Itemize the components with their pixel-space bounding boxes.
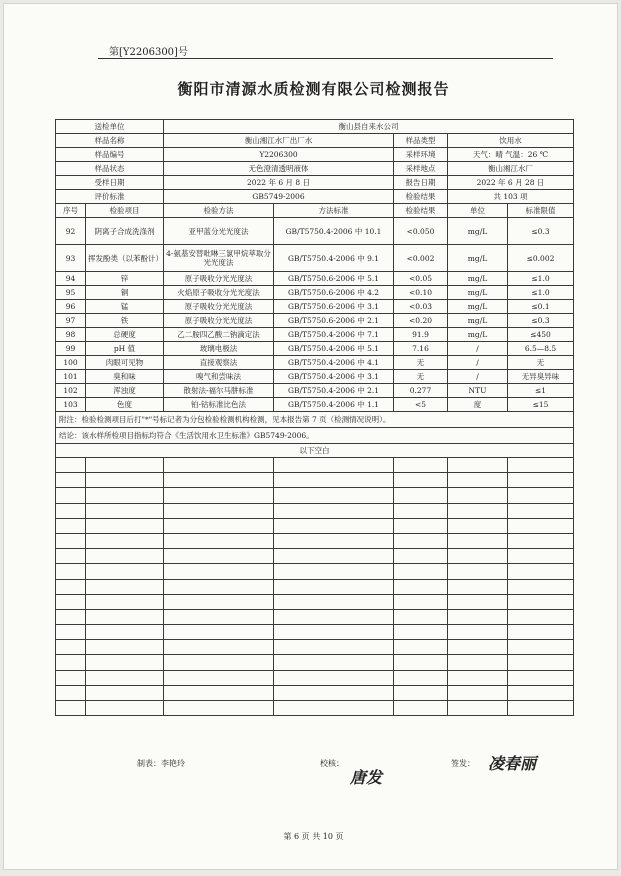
report-number: 第[Y2206300]号: [109, 47, 188, 58]
empty-row: [56, 701, 574, 716]
table-row: [56, 272, 574, 286]
row-item: 阴离子合成洗涤剂: [86, 218, 164, 245]
empty-cell: [56, 640, 86, 655]
row-result: 7.16: [394, 342, 448, 356]
row-method: 原子吸收分光光度法: [164, 314, 274, 328]
table-row: [56, 398, 574, 412]
empty-cell: [448, 579, 508, 594]
empty-cell: [274, 473, 394, 488]
approver-signature: 凌春丽: [488, 754, 537, 773]
empty-cell: [508, 609, 574, 624]
row-result: <0.002: [394, 245, 448, 272]
empty-row: [56, 670, 574, 685]
row-method: 亚甲蓝分光光度法: [164, 218, 274, 245]
empty-cell: [164, 579, 274, 594]
empty-cell: [448, 518, 508, 533]
row-no: 102: [56, 384, 86, 398]
sample-type-value: 饮用水: [448, 134, 574, 148]
table-row: [56, 370, 574, 384]
empty-cell: [86, 625, 164, 640]
empty-cell: [394, 503, 448, 518]
row-result: 91.9: [394, 328, 448, 342]
row-item: 挥发酚类（以苯酚计）: [86, 245, 164, 272]
note-row: [56, 412, 574, 428]
empty-cell: [86, 609, 164, 624]
sample-no-value: Y2206300: [164, 148, 394, 162]
received-value: 2022 年 6 月 8 日: [164, 176, 394, 190]
row-item: 锰: [86, 300, 164, 314]
column-header-row: [56, 204, 574, 218]
row-standard: GB/T5750.6-2006 中 2.1: [274, 314, 394, 328]
empty-cell: [448, 549, 508, 564]
empty-row: [56, 685, 574, 700]
standard-value: GB5749-2006: [164, 190, 394, 204]
empty-cell: [274, 488, 394, 503]
col-header: 标准限值: [508, 204, 574, 218]
row-method: 直接观察法: [164, 356, 274, 370]
row-no: 101: [56, 370, 86, 384]
row-limit: ≤0.3: [508, 218, 574, 245]
empty-row: [56, 655, 574, 670]
report-date-label: 报告日期: [394, 176, 448, 190]
empty-cell: [448, 533, 508, 548]
row-result: 无: [394, 356, 448, 370]
row-no: 97: [56, 314, 86, 328]
empty-cell: [164, 655, 274, 670]
empty-cell: [274, 533, 394, 548]
empty-cell: [394, 609, 448, 624]
empty-cell: [394, 549, 448, 564]
table-row: [56, 286, 574, 300]
empty-cell: [448, 488, 508, 503]
empty-cell: [86, 549, 164, 564]
empty-cell: [394, 488, 448, 503]
empty-cell: [164, 549, 274, 564]
empty-cell: [394, 640, 448, 655]
row-limit: ≤15: [508, 398, 574, 412]
empty-row: [56, 458, 574, 473]
row-unit: 度: [448, 398, 508, 412]
empty-cell: [86, 594, 164, 609]
empty-cell: [164, 701, 274, 716]
row-method: 火焰原子吸收分光光度法: [164, 286, 274, 300]
empty-cell: [394, 594, 448, 609]
empty-cell: [56, 594, 86, 609]
empty-cell: [448, 564, 508, 579]
row-method: 散射法-福尔马肼标准: [164, 384, 274, 398]
row-result: <5: [394, 398, 448, 412]
row-unit: /: [448, 356, 508, 370]
empty-cell: [448, 685, 508, 700]
row-limit: 无: [508, 356, 574, 370]
empty-cell: [86, 533, 164, 548]
conclusion-text: 结论：该水样所检项目指标均符合《生活饮用水卫生标准》GB5749-2006。: [56, 428, 574, 444]
empty-cell: [394, 655, 448, 670]
row-method: 原子吸收分光光度法: [164, 300, 274, 314]
row-item: 肉眼可见物: [86, 356, 164, 370]
row-result: <0.03: [394, 300, 448, 314]
empty-cell: [86, 473, 164, 488]
empty-row: [56, 488, 574, 503]
approved-label: 签发：: [451, 759, 475, 768]
checker-signature: 唐发: [350, 768, 383, 787]
empty-cell: [274, 503, 394, 518]
empty-cell: [164, 685, 274, 700]
row-method: 乙二胺四乙酸二钠滴定法: [164, 328, 274, 342]
blank-marker: 以下空白: [56, 444, 574, 458]
empty-cell: [394, 685, 448, 700]
empty-cell: [164, 518, 274, 533]
row-standard: GB/T5750.4-2006 中 7.1: [274, 328, 394, 342]
empty-cell: [274, 549, 394, 564]
empty-cell: [86, 579, 164, 594]
conclusion-row: [56, 428, 574, 444]
empty-cell: [394, 458, 448, 473]
row-limit: ≤1: [508, 384, 574, 398]
empty-cell: [508, 594, 574, 609]
row-result: 0.277: [394, 384, 448, 398]
table-row: [56, 384, 574, 398]
row-standard: GB/T5750.4-2006 中 10.1: [274, 218, 394, 245]
empty-cell: [394, 579, 448, 594]
row-unit: mg/L: [448, 218, 508, 245]
empty-cell: [164, 640, 274, 655]
empty-cell: [274, 640, 394, 655]
state-value: 无色澄清透明液体: [164, 162, 394, 176]
empty-cell: [448, 655, 508, 670]
row-item: 锌: [86, 272, 164, 286]
row-no: 95: [56, 286, 86, 300]
table-row: [56, 342, 574, 356]
empty-row: [56, 594, 574, 609]
empty-cell: [394, 625, 448, 640]
row-standard: GB/T5750.4-2006 中 3.1: [274, 370, 394, 384]
empty-cell: [86, 458, 164, 473]
empty-cell: [394, 533, 448, 548]
empty-cell: [56, 625, 86, 640]
report-date-value: 2022 年 6 月 28 日: [448, 176, 574, 190]
row-standard: GB/T5750.6-2006 中 4.2: [274, 286, 394, 300]
col-header: 检验结果: [394, 204, 448, 218]
empty-cell: [56, 518, 86, 533]
empty-cell: [274, 655, 394, 670]
empty-cell: [164, 564, 274, 579]
report-title: 衡阳市清源水质检测有限公司检测报告: [177, 80, 450, 98]
sample-no-label: 样品编号: [56, 148, 164, 162]
row-result: <0.20: [394, 314, 448, 328]
empty-cell: [56, 579, 86, 594]
empty-cell: [508, 579, 574, 594]
row-no: 100: [56, 356, 86, 370]
row-limit: ≤450: [508, 328, 574, 342]
empty-cell: [86, 701, 164, 716]
table-row: [56, 218, 574, 245]
empty-cell: [448, 640, 508, 655]
empty-cell: [86, 518, 164, 533]
empty-cell: [448, 625, 508, 640]
empty-cell: [164, 594, 274, 609]
row-no: 92: [56, 218, 86, 245]
empty-cell: [86, 564, 164, 579]
standard-label: 评价标准: [56, 190, 164, 204]
empty-cell: [274, 564, 394, 579]
empty-cell: [164, 625, 274, 640]
result-value: 共 103 项: [448, 190, 574, 204]
row-no: 93: [56, 245, 86, 272]
note-text: 附注：检验检测项目后打"*"号标记者为分包检验检测机构检测，见本报告第 7 页（检测情况说明）。: [56, 412, 574, 428]
empty-cell: [164, 458, 274, 473]
row-limit: ≤1.0: [508, 286, 574, 300]
empty-cell: [56, 488, 86, 503]
empty-cell: [56, 549, 86, 564]
empty-row: [56, 473, 574, 488]
empty-cell: [508, 655, 574, 670]
empty-cell: [164, 503, 274, 518]
empty-cell: [394, 564, 448, 579]
empty-cell: [448, 701, 508, 716]
row-unit: mg/L: [448, 328, 508, 342]
client-value: 衡山县自来水公司: [164, 120, 574, 134]
empty-cell: [508, 473, 574, 488]
empty-cell: [86, 655, 164, 670]
row-method: 4-氨基安替吡啉三氯甲烷萃取分光光度法: [164, 245, 274, 272]
page-number: 第 6 页 共 10 页: [283, 832, 344, 841]
col-header: 方法标准: [274, 204, 394, 218]
empty-cell: [274, 701, 394, 716]
row-standard: GB/T5750.6-2006 中 5.1: [274, 272, 394, 286]
empty-cell: [164, 670, 274, 685]
row-result: <0.05: [394, 272, 448, 286]
empty-cell: [164, 473, 274, 488]
empty-row: [56, 579, 574, 594]
col-header: 检验项目: [86, 204, 164, 218]
row-item: 浑浊度: [86, 384, 164, 398]
row-standard: GB/T5750.4-2006 中 9.1: [274, 245, 394, 272]
sample-name-value: 衡山湘江水厂出厂水: [164, 134, 394, 148]
row-limit: ≤0.1: [508, 300, 574, 314]
empty-cell: [164, 488, 274, 503]
env-label: 采样环境: [394, 148, 448, 162]
empty-cell: [508, 564, 574, 579]
row-limit: ≤1.0: [508, 272, 574, 286]
empty-cell: [508, 670, 574, 685]
row-method: 铂-钴标准比色法: [164, 398, 274, 412]
empty-cell: [86, 488, 164, 503]
empty-cell: [164, 609, 274, 624]
location-label: 采样地点: [394, 162, 448, 176]
empty-cell: [56, 701, 86, 716]
empty-cell: [274, 594, 394, 609]
empty-cell: [56, 473, 86, 488]
row-item: 铜: [86, 286, 164, 300]
empty-cell: [394, 701, 448, 716]
row-item: 铁: [86, 314, 164, 328]
row-unit: mg/L: [448, 286, 508, 300]
row-method: 嗅气和尝味法: [164, 370, 274, 384]
row-limit: 6.5—8.5: [508, 342, 574, 356]
blank-marker-row: [56, 444, 574, 458]
row-method: 原子吸收分光光度法: [164, 272, 274, 286]
empty-cell: [86, 503, 164, 518]
row-standard: GB/T5750.6-2006 中 3.1: [274, 300, 394, 314]
empty-cell: [56, 655, 86, 670]
table-row: [56, 245, 574, 272]
empty-row: [56, 518, 574, 533]
empty-cell: [56, 609, 86, 624]
empty-cell: [86, 685, 164, 700]
received-label: 受样日期: [56, 176, 164, 190]
empty-cell: [508, 503, 574, 518]
col-header: 序号: [56, 204, 86, 218]
row-limit: 无异臭异味: [508, 370, 574, 384]
empty-cell: [86, 640, 164, 655]
table-row: [56, 356, 574, 370]
row-unit: /: [448, 342, 508, 356]
env-value: 天气：晴 气温：26 ℃: [448, 148, 574, 162]
empty-row: [56, 503, 574, 518]
empty-cell: [508, 458, 574, 473]
empty-row: [56, 549, 574, 564]
row-result: <0.050: [394, 218, 448, 245]
col-header: 单位: [448, 204, 508, 218]
sample-name-label: 样品名称: [56, 134, 164, 148]
row-unit: /: [448, 370, 508, 384]
empty-cell: [56, 564, 86, 579]
empty-cell: [508, 701, 574, 716]
empty-cell: [448, 670, 508, 685]
empty-cell: [448, 609, 508, 624]
empty-row: [56, 640, 574, 655]
empty-cell: [56, 458, 86, 473]
empty-row: [56, 533, 574, 548]
row-standard: GB/T5750.4-2006 中 1.1: [274, 398, 394, 412]
empty-cell: [274, 458, 394, 473]
col-header: 检验方法: [164, 204, 274, 218]
empty-cell: [394, 473, 448, 488]
row-no: 99: [56, 342, 86, 356]
empty-cell: [274, 609, 394, 624]
empty-cell: [274, 685, 394, 700]
row-item: 总硬度: [86, 328, 164, 342]
empty-cell: [56, 670, 86, 685]
row-result: 无: [394, 370, 448, 384]
empty-cell: [56, 503, 86, 518]
empty-cell: [274, 518, 394, 533]
client-label: 送检单位: [56, 120, 164, 134]
row-item: 臭和味: [86, 370, 164, 384]
row-unit: NTU: [448, 384, 508, 398]
empty-cell: [508, 549, 574, 564]
row-result: <0.10: [394, 286, 448, 300]
empty-cell: [508, 533, 574, 548]
empty-cell: [274, 670, 394, 685]
row-limit: ≤0.002: [508, 245, 574, 272]
prepared-by: 制表：李艳玲: [137, 759, 185, 768]
empty-cell: [508, 488, 574, 503]
empty-cell: [274, 625, 394, 640]
row-unit: mg/L: [448, 300, 508, 314]
empty-row: [56, 564, 574, 579]
empty-cell: [274, 579, 394, 594]
empty-cell: [86, 670, 164, 685]
row-item: pH 值: [86, 342, 164, 356]
empty-cell: [508, 625, 574, 640]
row-no: 96: [56, 300, 86, 314]
row-standard: GB/T5750.4-2006 中 2.1: [274, 384, 394, 398]
row-unit: mg/L: [448, 272, 508, 286]
result-label: 检验结果: [394, 190, 448, 204]
row-no: 98: [56, 328, 86, 342]
table-row: [56, 314, 574, 328]
empty-row: [56, 625, 574, 640]
empty-cell: [448, 458, 508, 473]
state-label: 样品状态: [56, 162, 164, 176]
empty-row: [56, 609, 574, 624]
row-no: 94: [56, 272, 86, 286]
report-table: [55, 119, 574, 716]
table-row: [56, 300, 574, 314]
table-row: [56, 328, 574, 342]
sample-type-label: 样品类型: [394, 134, 448, 148]
row-unit: mg/L: [448, 314, 508, 328]
empty-cell: [394, 518, 448, 533]
empty-cell: [448, 473, 508, 488]
empty-cell: [164, 533, 274, 548]
empty-cell: [448, 503, 508, 518]
empty-cell: [508, 518, 574, 533]
row-unit: mg/L: [448, 245, 508, 272]
empty-cell: [508, 640, 574, 655]
row-standard: GB/T5750.4-2006 中 5.1: [274, 342, 394, 356]
empty-cell: [56, 685, 86, 700]
row-method: 玻璃电极法: [164, 342, 274, 356]
row-item: 色度: [86, 398, 164, 412]
checked-label: 校核：: [320, 759, 344, 768]
empty-cell: [508, 685, 574, 700]
row-limit: ≤0.3: [508, 314, 574, 328]
header-divider: [98, 58, 553, 59]
row-standard: GB/T5750.4-2006 中 4.1: [274, 356, 394, 370]
report-page: [3, 3, 618, 870]
row-no: 103: [56, 398, 86, 412]
location-value: 衡山湘江水厂: [448, 162, 574, 176]
empty-cell: [394, 670, 448, 685]
empty-cell: [448, 594, 508, 609]
empty-cell: [56, 533, 86, 548]
